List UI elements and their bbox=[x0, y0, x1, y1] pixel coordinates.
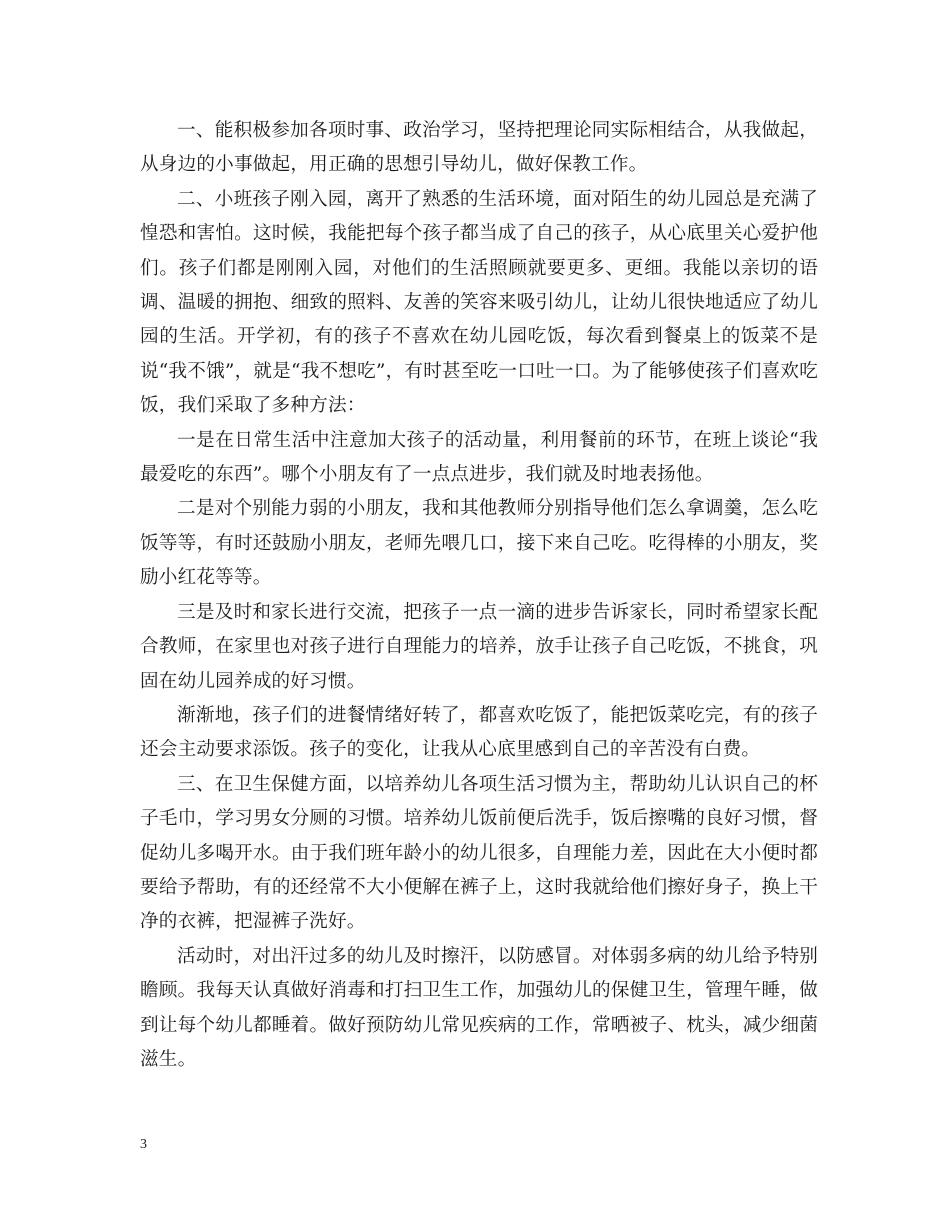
document-body bbox=[140, 114, 818, 1077]
paragraph-3: 一是在日常生活中注意加大孩子的活动量，利用餐前的环节，在班上谈论“我最爱吃的东西”。哪个小朋友有了一点点进步，我们就及时地表扬他。 bbox=[140, 429, 818, 486]
paragraph-1: 一、能积极参加各项时事、政治学习，坚持把理论同实际相结合，从我做起，从身边的小事做起，用正确的思想引导幼儿，做好保教工作。 bbox=[140, 120, 818, 176]
paragraph-5: 三是及时和家长进行交流，把孩子一点一滴的进步告诉家长，同时希望家长配合教师，在家里也对孩子进行自理能力的培养，放手让孩子自己吃饭，不挑食，巩固在幼儿园养成的好习惯。 bbox=[140, 601, 818, 692]
paragraph-8: 活动时，对出汗过多的幼儿及时擦汗，以防感冒。对体弱多病的幼儿给予特别瞻顾。我每天认真做好消毒和打扫卫生工作，加强幼儿的保健卫生，管理午睡，做到让每个幼儿都睡着。做好预防幼儿常见疾病的工作，常晒被子、枕头，减少细菌滋生。 bbox=[140, 945, 818, 1070]
paragraph-6: 渐渐地，孩子们的进餐情绪好转了，都喜欢吃饭了，能把饭菜吃完，有的孩子还会主动要求添饭。孩子的变化，让我从心底里感到自己的辛苦没有白费。 bbox=[140, 704, 818, 761]
paragraph-4: 二是对个别能力弱的小朋友，我和其他教师分别指导他们怎么拿调羹，怎么吃饭等等，有时还鼓励小朋友，老师先喂几口，接下来自己吃。吃得棒的小朋友，奖励小红花等等。 bbox=[140, 498, 818, 589]
paragraph-7: 三、在卫生保健方面，以培养幼儿各项生活习惯为主，帮助幼儿认识自己的杯子毛巾，学习男女分厕的习惯。培养幼儿饭前便后洗手，饭后擦嘴的良好习惯，督促幼儿多喝开水。由于我们班年龄小的幼儿很多，自理能力差，因此在大小便时都要给予帮助，有的还经常不大小便解在裤子上，这时我就给他们擦好身子，换上干净的衣裤，把湿裤子洗好。 bbox=[140, 773, 818, 933]
paragraph-2: 二、小班孩子刚入园，离开了熟悉的生活环境，面对陌生的幼儿园总是充满了惶恐和害怕。这时候，我能把每个孩子都当成了自己的孩子，从心底里关心爱护他们。孩子们都是刚刚入园，对他们的生活照顾就要更多、更细。我能以亲切的语调、温暖的拥抱、细致的照料、友善的笑容来吸引幼儿，让幼儿很快地适应了幼儿园的生活。开学初，有的孩子不喜欢在幼儿园吃饭，每次看到餐桌上的饭菜不是说“我不饿”，就是“我不想吃”，有时甚至吃一口吐一口。为了能够使孩子们喜欢吃饭，我们采取了多种方法： bbox=[140, 188, 818, 417]
page-number: 3 bbox=[140, 1137, 147, 1152]
